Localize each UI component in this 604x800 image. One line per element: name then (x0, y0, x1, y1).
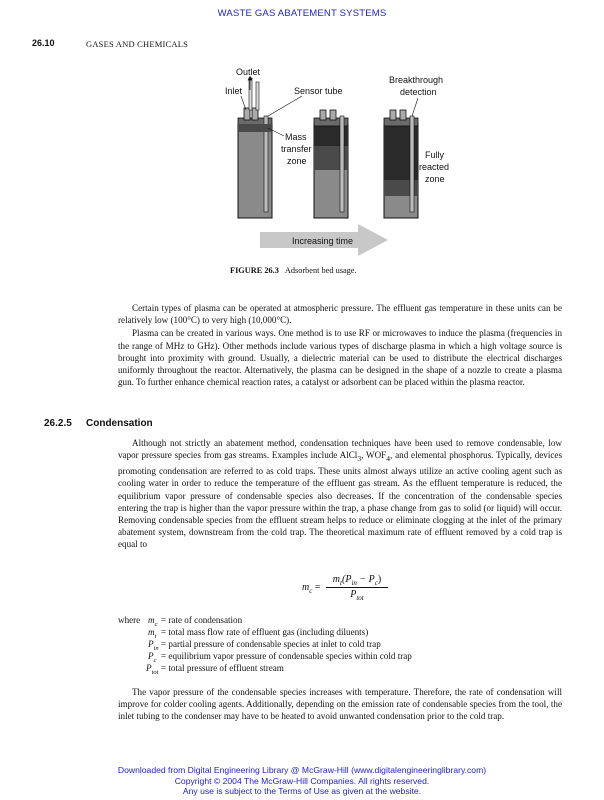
caption-number: FIGURE 26.3 (230, 266, 279, 275)
condensation-text-3: , and elemental phosphorus. Typically, devices promoting condensation are referred to as cold traps. These units almost always utilize an active cooling agent such as cooling water in order to reduce the temperature of the effluent gas stream. As the effluent temperature is reduced, the equilibrium vapor pressure of condensable species also decreases. If the concentration of the condensable species entering the trap is higher than the vapor pressure within the trap, a phase change from gas to solid (or liquid) will occur. Removing condensable species from the effluent stream helps to reduce or eliminate clogging at the inlet of the primary abatement system, downstream from the cold trap. The theoretical maximum rate of effluent removed by a cold trap is equal to (118, 450, 562, 550)
section-title: Condensation (86, 418, 153, 429)
label-increasing-time: Increasing time (292, 236, 354, 246)
condensation-paragraph (118, 437, 562, 551)
section-header: GASES AND CHEMICALS (86, 39, 189, 49)
paragraph-plasma-2: Plasma can be created in various ways. One method is to use RF or microwaves to induce the plasma (frequencies in the range of MHz to GHz). Other methods include various types of discharge plasma in which a high voltage source is brought into proximity with ground. Usually, a dielectric material can be used to distribute the electrical discharges uniformly throughout the reactor. Alternatively, the plasma can be designed in the shape of a nozzle to create a plasma gun. To further enhance chemical reaction rates, a catalyst or adsorbent can be placed within the plasma reactor. (118, 328, 562, 388)
subscript-4: 4 (386, 454, 391, 464)
column-reacted (384, 110, 418, 218)
label-mtz-2: transfer (281, 144, 312, 154)
fraction-bar (326, 587, 388, 588)
footer-line-2: Copyright © 2004 The McGraw-Hill Companies. All rights reserved. (174, 775, 430, 786)
label-mtz-1: Mass (285, 132, 307, 142)
label-breakthrough-2: detection (400, 87, 437, 97)
running-title: WASTE GAS ABATEMENT SYSTEMS (217, 8, 387, 19)
closing-paragraph: The vapor pressure of the condensable species increases with temperature. Therefore, the rate of condensation will improve for colder cooling agents. Additionally, depending on the emission rate of condensable species from the tool, the inlet tubing to the condenser may have to be heated to avoid unwanted condensation prior to the cold trap. (118, 687, 562, 722)
label-mtz-3: zone (287, 156, 307, 166)
def-text-0: = rate of condensation (161, 615, 243, 625)
condensation-text-2: , WOF (361, 450, 387, 461)
footer-line-3[interactable]: Any use is subject to the Terms of Use as given at the website. (182, 786, 422, 796)
def-sym-1: $m_t$ (148, 627, 157, 640)
condensation-text-1: Although not strictly an abatement method, condensation techniques have been used to remove condensable, low vapor pressure species from gas streams. Examples include AlCl (118, 438, 562, 461)
footer-line-1[interactable]: Downloaded from Digital Engineering Library @ McGraw-Hill (www.digitalengineeringlibrary.com) (117, 765, 487, 775)
plasma-paragraphs (118, 302, 562, 388)
label-inlet: Inlet (225, 86, 243, 96)
adsorbent-bed-figure (0, 60, 604, 265)
equation-lhs: $m_c$ = (302, 582, 321, 595)
where-intro: where (118, 615, 141, 625)
def-sym-0: $m_c$ (148, 615, 158, 628)
def-sym-4: $P_{tot}$ (146, 663, 159, 676)
paragraph-plasma-1: Certain types of plasma can be operated at atmospheric pressure. The effluent gas temperature in these units can be relatively low (100°C) to very high (10,000°C). (118, 303, 562, 326)
def-text-2: = partial pressure of condensable species at inlet to cold trap (161, 639, 381, 649)
label-sensor-tube: Sensor tube (294, 86, 343, 96)
label-fully-1: Fully (425, 150, 445, 160)
label-breakthrough-1: Breakthrough (389, 75, 444, 85)
def-text-1: = total mass flow rate of effluent gas (including diluents) (161, 627, 369, 637)
def-text-4: = total pressure of effluent stream (161, 663, 284, 673)
def-text-3: = equilibrium vapor pressure of condensable species within cold trap (161, 651, 412, 661)
def-sym-2: $P_{in}$ (148, 639, 159, 652)
column-partial (314, 110, 348, 218)
footer (0, 765, 604, 797)
def-sym-3: $P_c$ (148, 651, 157, 664)
caption-text: Adsorbent bed usage. (284, 266, 357, 275)
label-fully-3: zone (425, 174, 445, 184)
equation-numerator: $m_t(P_{in} - P_c)$ (332, 574, 382, 587)
figure-caption (230, 266, 357, 275)
page-number: 26.10 (32, 38, 55, 48)
equation-denominator: $P_{tot}$ (350, 589, 364, 602)
label-outlet: Outlet (236, 67, 261, 77)
subscript-3: 3 (357, 454, 362, 464)
section-number: 26.2.5 (44, 418, 72, 429)
column-fresh (238, 78, 272, 218)
label-fully-2: reacted (419, 162, 450, 172)
